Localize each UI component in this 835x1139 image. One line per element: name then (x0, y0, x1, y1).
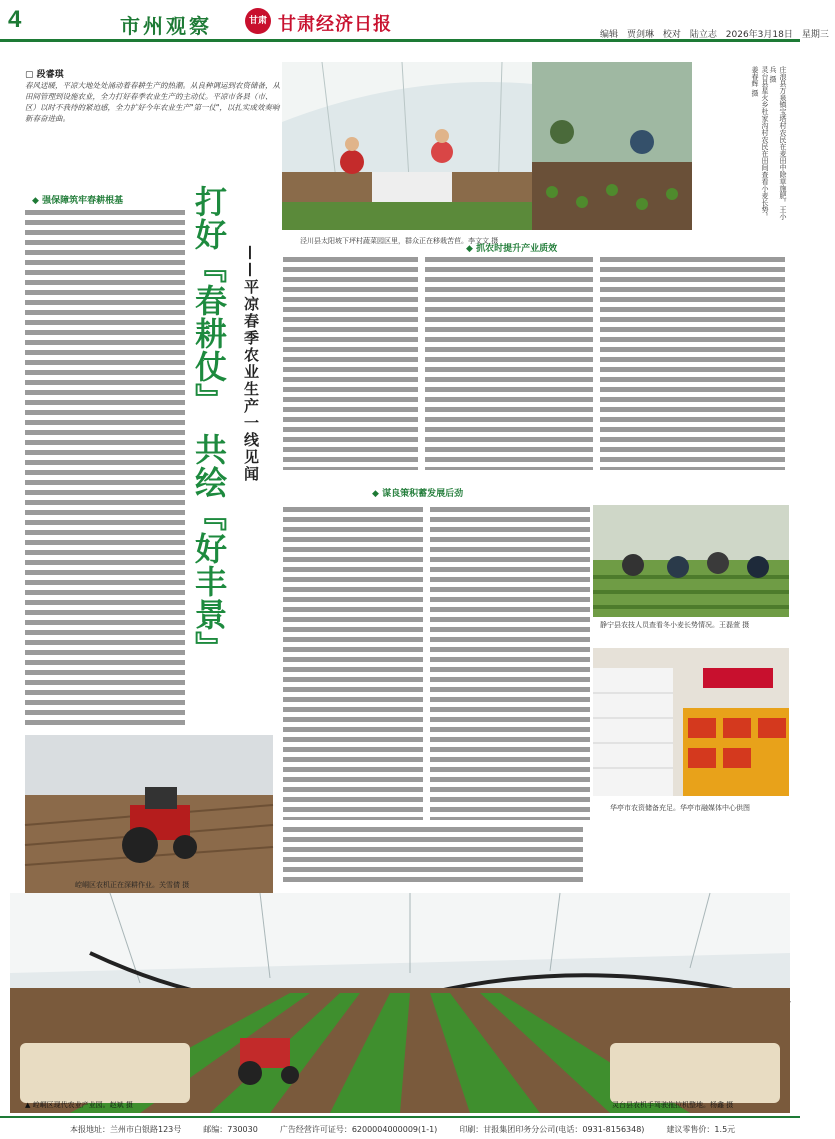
newspaper-logo-icon: 甘肃 (245, 8, 271, 34)
address: 本报地址：兰州市白银路123号 (70, 1125, 182, 1134)
body-col-7 (283, 825, 583, 885)
byline: ▢ 段睿琪 (25, 70, 64, 80)
body-col-5 (283, 505, 423, 820)
tractor-caption: 崆峒区农机正在深耕作业。关雪倩 摄 (75, 881, 190, 889)
page-footer (0, 1116, 800, 1139)
printer: 印刷：甘报集团印务分公司(电话：0931-8156348) (459, 1125, 645, 1134)
greenhouse-photo (282, 62, 692, 230)
bottom-right-caption: 灵台县农机手驾驶拖拉机整地。杨鑫 摄 (612, 1101, 734, 1109)
page-header (0, 0, 829, 42)
masthead: 甘肃经济日报 (278, 14, 392, 35)
body-col-2 (283, 255, 418, 470)
price: 建议零售价：1.5元 (666, 1125, 736, 1134)
body-col-3 (425, 255, 593, 470)
subhead-1: ◆ 强保障筑牢春耕根基 (32, 193, 123, 206)
subheadline: ——平凉春季农业生产一线见闻 (242, 245, 260, 483)
page-number: 4 (8, 6, 22, 33)
issue-date: 2026年3月18日 星期三 (725, 30, 829, 40)
fertilizer-photo (593, 648, 789, 796)
issue-meta (600, 27, 835, 40)
tractor-photo (25, 735, 273, 893)
mid-photo-caption: 静宁县农技人员查看冬小麦长势情况。王磊萱 摄 (600, 621, 750, 629)
right-vertical-caption: 庄浪县万泉镇宝塔村农民在麦田中除草施肥。王小兵 摄 (769, 66, 787, 220)
small-photo-caption: 华亭市农资储备充足。华亭市融媒体中心供图 (610, 804, 750, 812)
body-col-4 (600, 255, 785, 470)
top-photo-caption: 泾川县太阳坡下坪村蔬菜园区里，群众正在移栽苦苣。李文文 摄 (300, 237, 499, 245)
body-col-1 (25, 208, 185, 728)
wheat-inspection-photo (593, 505, 789, 617)
headline: 打好『春耕仗』 共绘『好丰景』 (190, 185, 228, 664)
body-col-6 (430, 505, 590, 820)
bottom-left-caption: ▲ 崆峒区现代农业产业园。赵斌 摄 (25, 1101, 133, 1109)
editor: 编辑 贾剑琳 (600, 30, 655, 40)
subhead-2: ◆ 抓农时提升产业质效 (466, 241, 557, 254)
proofreader: 校对 陆立志 (662, 30, 717, 40)
lead-paragraph: 春风送暖，平凉大地处处涌动着春耕生产的热潮。从良种调运到农资储备，从田间管理到设施农业，全力打好春季农业生产的主动仗。平凉市各县（市、区）以时不我待的紧迫感，全力扩好今年农业生产"第一仗"，以扎实成效奏响新春奋进曲。 (25, 81, 280, 123)
ad-license: 广告经营许可证号：6200004000009(1-1) (279, 1125, 438, 1134)
subhead-3: ◆ 谋良策积蓄发展后劲 (372, 486, 463, 499)
modern-greenhouse-photo (10, 893, 790, 1113)
postcode: 邮编：730030 (203, 1125, 258, 1134)
right-vertical-caption-b: 灵台县星火乡杜家沟村农民在田间查看小麦长势。姜春辉 摄 (751, 66, 769, 220)
section-title: 市州观察 (120, 14, 212, 38)
